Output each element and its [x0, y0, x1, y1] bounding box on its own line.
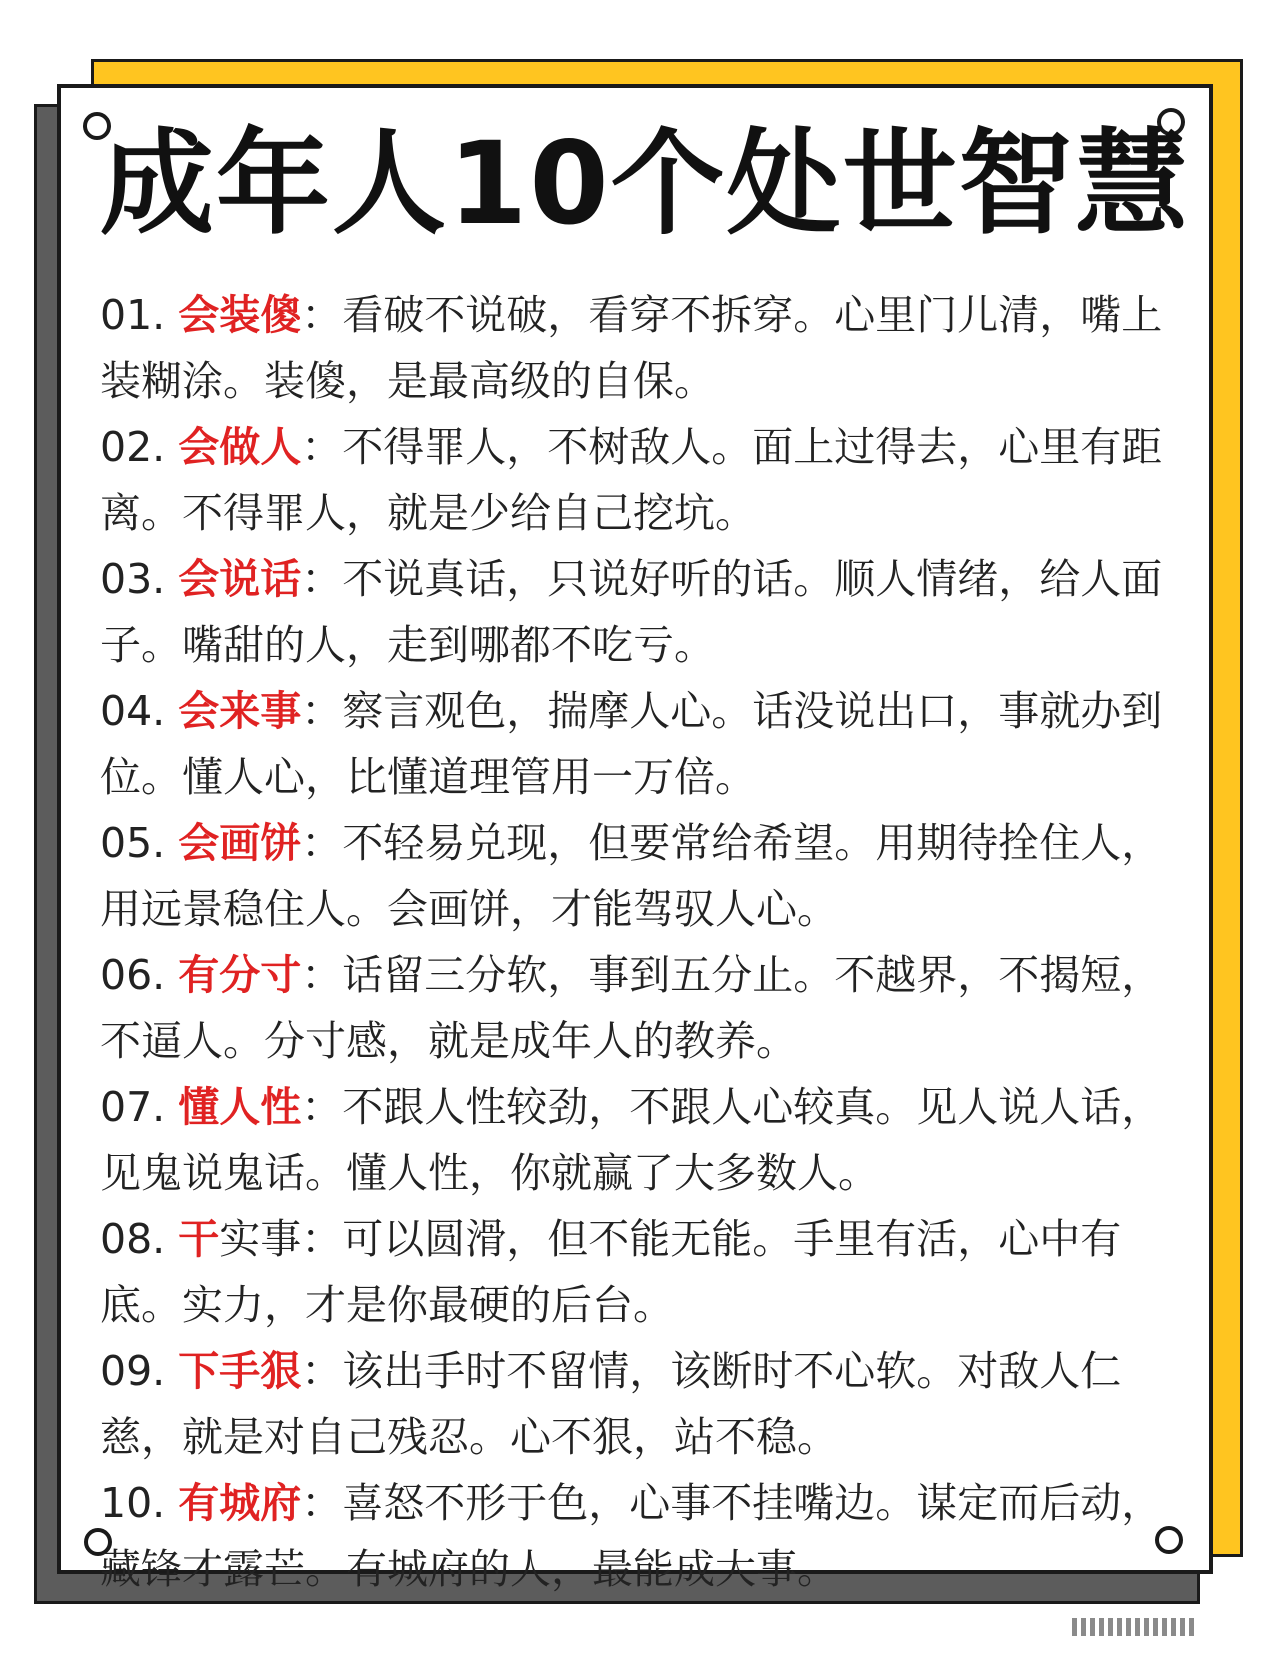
item-text: 不轻易兑现，但要常给希望。用期待拴住人，用远景稳住人。会画饼，才能驾驭人心。	[100, 819, 1163, 933]
item-number: 09.	[100, 1347, 166, 1395]
item-number: 10.	[100, 1479, 166, 1527]
item-keyword: 会做人	[178, 423, 302, 471]
watermark-icon	[1072, 1616, 1194, 1638]
list-item	[100, 546, 1180, 678]
item-separator: ：	[301, 555, 343, 603]
item-number: 05.	[100, 819, 166, 867]
item-keyword: 干	[178, 1215, 220, 1263]
item-text: 不说真话，只说好听的话。顺人情绪，给人面子。嘴甜的人，走到哪都不吃亏。	[100, 555, 1163, 669]
list-item	[100, 1074, 1180, 1206]
item-text: 话留三分软，事到五分止。不越界，不揭短，不逼人。分寸感，就是成年人的教养。	[100, 951, 1163, 1065]
item-separator: ：	[301, 1347, 343, 1395]
item-text: 该出手时不留情，该断时不心软。对敌人仁慈，就是对自己残忍。心不狠，站不稳。	[100, 1347, 1122, 1461]
item-text: 不跟人性较劲，不跟人心较真。见人说人话，见鬼说鬼话。懂人性，你就赢了大多数人。	[100, 1083, 1163, 1197]
item-text: 不得罪人，不树敌人。面上过得去，心里有距离。不得罪人，就是少给自己挖坑。	[100, 423, 1163, 537]
wisdom-list	[100, 282, 1180, 1602]
item-separator: ：	[301, 687, 343, 735]
item-keyword: 会画饼	[178, 819, 302, 867]
item-number: 06.	[100, 951, 166, 999]
item-separator: ：	[301, 819, 343, 867]
item-keyword: 会装傻	[178, 291, 302, 339]
item-text: 实事：可以圆滑，但不能无能。手里有活，心中有底。实力，才是你最硬的后台。	[100, 1215, 1122, 1329]
item-separator: ：	[301, 291, 343, 339]
item-keyword: 有分寸	[178, 951, 302, 999]
item-keyword: 有城府	[178, 1479, 302, 1527]
list-item	[100, 810, 1180, 942]
item-separator: ：	[301, 423, 343, 471]
list-item	[100, 942, 1180, 1074]
item-keyword: 下手狠	[178, 1347, 302, 1395]
list-item	[100, 282, 1180, 414]
item-text: 察言观色，揣摩人心。话没说出口，事就办到位。懂人心，比懂道理管用一万倍。	[100, 687, 1163, 801]
item-number: 07.	[100, 1083, 166, 1131]
list-item	[100, 1338, 1180, 1470]
item-number: 01.	[100, 291, 166, 339]
item-text: 看破不说破，看穿不拆穿。心里门儿清，嘴上装糊涂。装傻，是最高级的自保。	[100, 291, 1163, 405]
item-number: 08.	[100, 1215, 166, 1263]
item-separator: ：	[301, 1083, 343, 1131]
item-keyword: 会来事	[178, 687, 302, 735]
page-title: 成年人10个处世智慧	[100, 117, 1191, 250]
list-item	[100, 678, 1180, 810]
item-number: 02.	[100, 423, 166, 471]
item-keyword: 会说话	[178, 555, 302, 603]
item-text: 喜怒不形于色，心事不挂嘴边。谋定而后动，藏锋才露芒。有城府的人，最能成大事。	[100, 1479, 1163, 1593]
item-keyword: 懂人性	[178, 1083, 302, 1131]
list-item	[100, 1206, 1180, 1338]
list-item	[100, 414, 1180, 546]
item-separator: ：	[301, 951, 343, 999]
item-separator: ：	[301, 1479, 343, 1527]
item-number: 04.	[100, 687, 166, 735]
item-number: 03.	[100, 555, 166, 603]
list-item	[100, 1470, 1180, 1602]
